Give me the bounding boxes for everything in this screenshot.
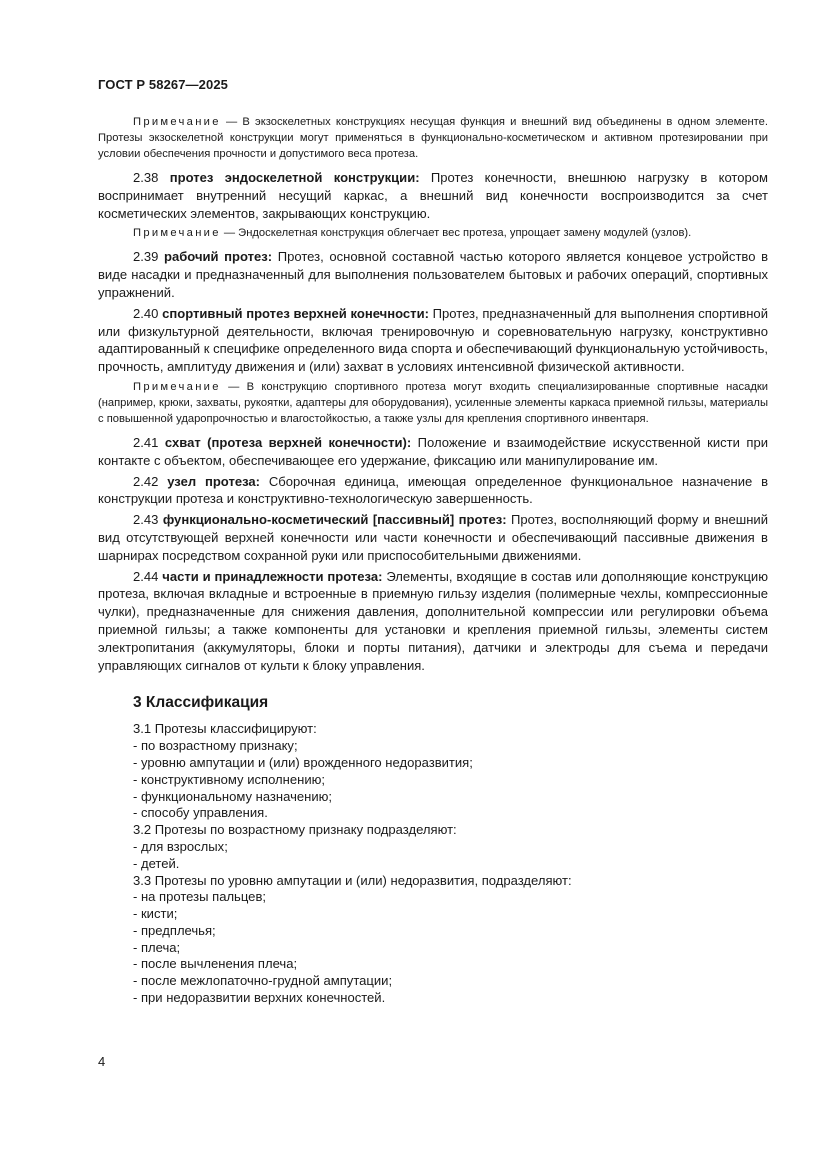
clause-3-3: 3.3 Протезы по уровню ампутации и (или) недоразвития, подразделяют: (133, 872, 572, 888)
term-name: протез эндоскелетной конструкции: (169, 170, 420, 185)
note-endoskeletal (98, 225, 768, 241)
term-number: 2.38 (133, 170, 159, 185)
term-name: рабочий протез: (164, 249, 273, 265)
term-definition: Протез конечности, внешнюю нагрузку в котором воспринимает внутренний несущий каркас, а внешний вид конечности воспроизводится за счет косметических элементов, закрывающих конструкцию. (98, 170, 768, 221)
term-name: схват (протеза верхней конечности): (164, 434, 412, 450)
term-2-38 (98, 169, 768, 222)
term-number: 2.40 (133, 305, 159, 321)
list-item: - детей. (133, 855, 180, 871)
note-label: Примечание (133, 380, 221, 393)
list-item: - предплечья; (133, 922, 216, 938)
list-item: - уровню ампутации и (или) врожденного недоразвития; (133, 754, 473, 770)
list-item: - плеча; (133, 939, 181, 955)
term-number: 2.39 (133, 249, 159, 265)
note-sport-prosthesis (98, 379, 768, 427)
list-item: - функциональному назначению; (133, 788, 333, 804)
document-body (98, 114, 768, 1007)
document-header: ГОСТ Р 58267—2025 (98, 77, 228, 92)
term-2-40 (98, 305, 768, 376)
term-number: 2.44 (133, 568, 159, 584)
list-item: - на протезы пальцев; (133, 889, 266, 905)
term-definition: Протез, основной составной частью которого является концевое устройство в виде насадки и предназначенный для выполнения пользователем бытовых и рабочих операций, спортивных упражнений. (98, 249, 768, 300)
list-item: - по возрастному признаку; (133, 738, 298, 754)
list-item: - при недоразвитии верхних конечностей. (133, 990, 386, 1006)
list-item: - после межлопаточно-грудной ампутации; (133, 973, 393, 989)
term-definition: Протез, предназначенный для выполнения спортивной или физкультурной деятельности, включая тренировочную и соревновательную нагрузку, конструктивно адаптированный к специфике определенного вида спорта и обеспечивающий функциональную устойчивость, прочность, амплитуду движения и (или) захват в условиях интенсивной физической активности. (98, 305, 768, 375)
note-text: — В конструкцию спортивного протеза могут входить специализированные спортивные насадки (например, крюки, захваты, рукоятки, адаптеры для оборудования), усиленные элементы каркаса приемной гильзы, материалы с повышенной ударопрочностью и влагостойкостью, а также узлы для крепления спортивного инвентаря. (98, 380, 768, 425)
term-name: спортивный протез верхней конечности: (162, 305, 429, 321)
clause-3-2: 3.2 Протезы по возрастному признаку подразделяют: (133, 822, 457, 838)
term-2-41 (98, 434, 768, 470)
term-number: 2.42 (133, 473, 159, 489)
term-definition: Элементы, входящие в состав или дополняющие конструкцию протеза, включая вкладные и встроенные в приемную гильзу изделия (полимерные чехлы, компрессионные чулки), предназначенные для снижения давления, дополнительной компрессии или регулировки объема приемной гильзы; а также компоненты для установки и крепления приемной гильзы, элементы систем электропитания (аккумуляторы, блоки и порты питания), датчики и электроды для съема и передачи управляющих сигналов от культи к блоку управления. (98, 568, 769, 673)
term-definition: Положение и взаимодействие искусственной кисти при контакте с объектом, обеспечивающее его удержание, фиксацию или манипулирование им. (98, 434, 769, 468)
term-number: 2.41 (133, 434, 159, 450)
list-item: - кисти; (133, 906, 178, 922)
term-name: узел протеза: (167, 473, 261, 489)
term-definition: Сборочная единица, имеющая определенное функциональное назначение в конструкции протеза и конструктивно-технологическую завершенность. (98, 473, 768, 507)
term-definition: Протез, восполняющий форму и внешний вид отсутствующей верхней конечности или части конечности и обеспечивающий пассивные движения в шарнирах посредством сохранной руки или приспособительными движениями. (98, 512, 768, 563)
list-item: - для взрослых; (133, 838, 228, 854)
note-exoskeletal (98, 114, 768, 162)
term-2-39 (98, 248, 768, 301)
note-text: — В экзоскелетных конструкциях несущая функция и внешний вид объединены в одном элементе. Протезы экзоскелетной конструкции могут применяться в функционально-косметическом и активном протезировании при условии обеспечения прочности и допустимого веса протеза. (98, 116, 768, 160)
term-name: части и принадлежности протеза: (162, 568, 383, 584)
term-2-42 (98, 473, 768, 509)
list-item: - конструктивному исполнению; (133, 771, 326, 787)
term-2-44 (98, 568, 768, 675)
list-item: - после вычленения плеча; (133, 956, 298, 972)
term-name: функционально-косметический [пассивный] протез: (162, 512, 507, 528)
clause-3-1: 3.1 Протезы классифицируют: (133, 721, 317, 737)
term-number: 2.43 (133, 512, 159, 528)
list-item: - способу управления. (133, 805, 268, 821)
term-2-43 (98, 511, 768, 564)
page-number: 4 (98, 1054, 106, 1069)
section-heading-classification: 3 Классификация (133, 694, 269, 712)
note-label: Примечание (133, 227, 221, 240)
note-text: — Эндоскелетная конструкция облегчает вес протеза, упрощает замену модулей (узлов). (220, 227, 692, 240)
note-label: Примечание (133, 116, 221, 128)
